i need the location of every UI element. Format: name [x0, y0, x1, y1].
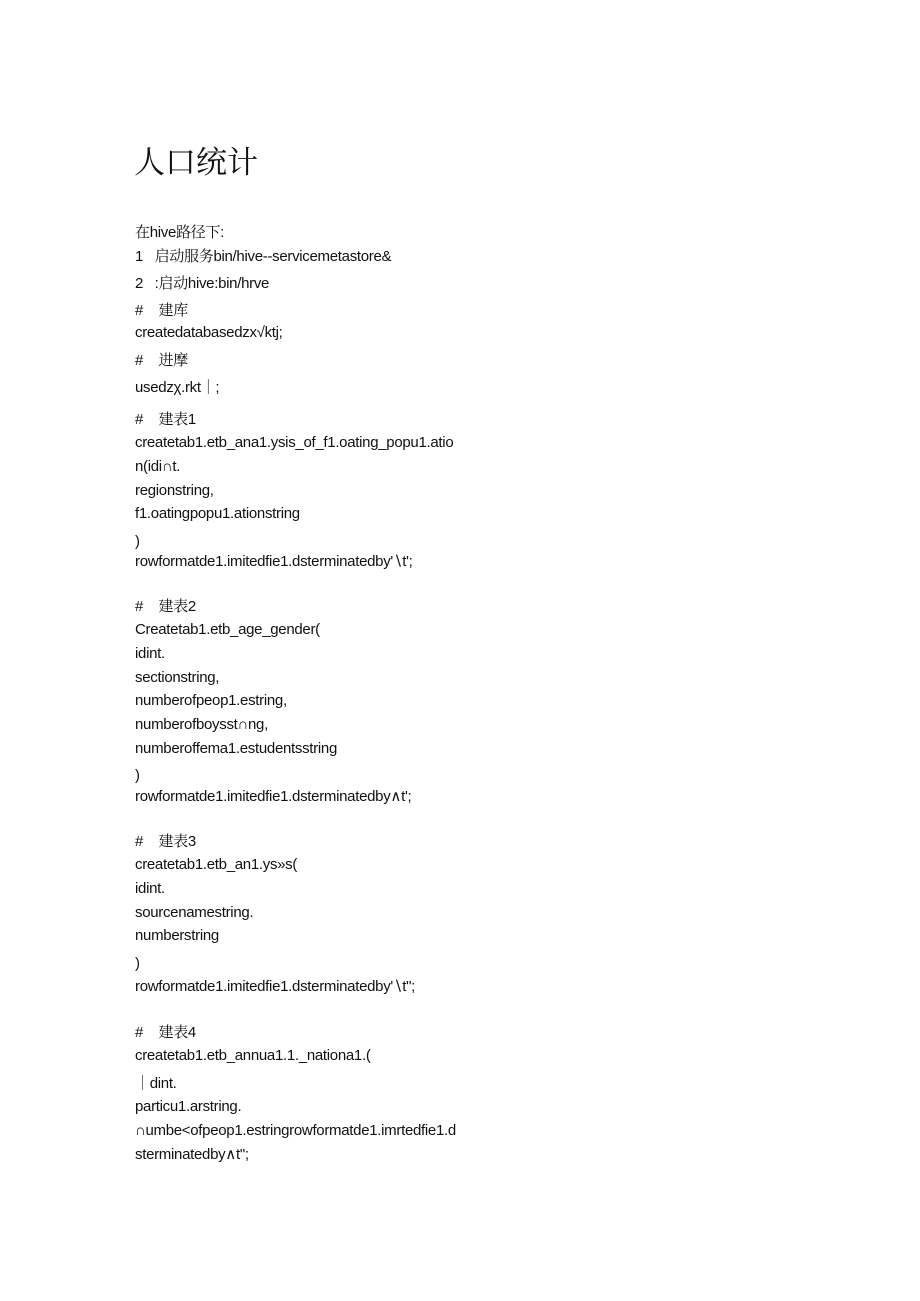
page-title: 人口统计 — [134, 145, 258, 180]
section-heading: # 建表1 — [135, 411, 196, 428]
code-line: createtab1.etb_annua1.1._nationa1.( — [135, 1047, 371, 1064]
code-line: numberoffema1.estudentsstring — [135, 740, 337, 757]
code-line: ｜dint. — [135, 1075, 177, 1092]
section-heading: # 进摩 — [135, 352, 188, 369]
code-line: rowformatde1.imitedfie1.dsterminatedby'∖t'; — [135, 553, 413, 570]
code-line: rowformatde1.imitedfie1.dsterminatedby∧t'; — [135, 788, 412, 805]
code-line: Createtab1.etb_age_gender( — [135, 621, 320, 638]
section-heading: # 建表3 — [135, 833, 196, 850]
code-line: n(idi∩t. — [135, 458, 181, 475]
code-line: numberofboysst∩ng, — [135, 716, 268, 733]
code-line: createtab1.etb_an1.ys»s( — [135, 856, 298, 873]
code-line: sterminatedby∧t"; — [135, 1146, 249, 1163]
code-line: createdatabasedzx√ktj; — [135, 324, 283, 341]
code-line: rowformatde1.imitedfie1.dsterminatedby'∖t"; — [135, 978, 415, 995]
code-line: f1.oatingpopu1.ationstring — [135, 505, 300, 522]
text-line: 2 :启动hive:bin/hrve — [135, 275, 270, 292]
section-heading: # 建表2 — [135, 598, 196, 615]
text-line: 在hive路径下: — [135, 224, 224, 241]
code-line: idint. — [135, 880, 165, 897]
code-line: ) — [135, 767, 140, 784]
code-line: numberofpeop1.estring, — [135, 692, 287, 709]
text-line: 1 启动服务bin/hive--servicemetastore& — [135, 248, 392, 265]
code-line: particu1.arstring. — [135, 1098, 242, 1115]
code-line: ) — [135, 533, 140, 550]
code-line: ∩umbe<ofpeop1.estringrowformatde1.imrtedfie1.d — [135, 1122, 456, 1139]
code-line: createtab1.etb_ana1.ysis_of_f1.oating_popu1.atio — [135, 434, 454, 451]
code-line: usedzχ.rkt｜; — [135, 379, 220, 396]
code-line: numberstring — [135, 927, 219, 944]
code-line: ) — [135, 955, 140, 972]
section-heading: # 建库 — [135, 302, 188, 319]
code-line: idint. — [135, 645, 165, 662]
code-line: sectionstring, — [135, 669, 220, 686]
section-heading: # 建表4 — [135, 1024, 196, 1041]
code-line: regionstring, — [135, 482, 214, 499]
code-line: sourcenamestring. — [135, 904, 254, 921]
